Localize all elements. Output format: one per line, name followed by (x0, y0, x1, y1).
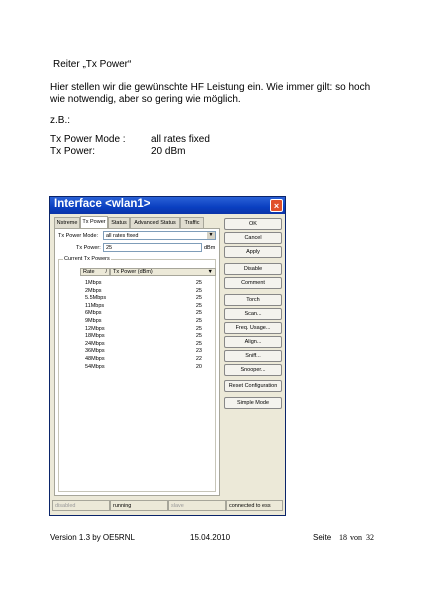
rate-cell: 1Mbps (85, 280, 102, 286)
column-header-tx-power[interactable] (110, 268, 216, 276)
chevron-down-icon: ▼ (207, 269, 213, 275)
tx-power-cell: 25 (195, 333, 202, 340)
freq-usage-button[interactable]: Freq. Usage... (224, 322, 282, 334)
footer-page-word: Seite (313, 533, 332, 542)
rate-cell: 5.5Mbps (85, 295, 107, 302)
tx-power-cell: 25 (195, 310, 202, 317)
table-row[interactable] (80, 310, 210, 317)
table-row[interactable] (80, 303, 210, 310)
tx-power-cell: 25 (195, 287, 202, 294)
rate-cell: 48Mbps (85, 356, 105, 362)
tx-power-cell: 25 (195, 340, 202, 347)
torch-button[interactable]: Torch (224, 294, 282, 306)
rate-cell: 24Mbps (85, 340, 105, 347)
footer-date: 15.04.2010 (190, 533, 231, 542)
reset-configuration-button[interactable]: Reset Configuration (224, 380, 282, 392)
table-row[interactable] (80, 348, 210, 355)
tab-nstreme[interactable]: Nstreme (54, 217, 80, 228)
status-disabled: disabled (52, 500, 110, 511)
current-tx-powers-group (58, 256, 216, 492)
tab-traffic[interactable]: Traffic (180, 217, 204, 228)
rate-cell: 6Mbps (85, 310, 102, 317)
status-slave: slave (168, 500, 226, 511)
ok-button[interactable]: OK (224, 218, 282, 230)
table-row[interactable] (80, 288, 210, 295)
tx-power-mode-select[interactable] (103, 231, 216, 240)
tx-power-input[interactable]: 25 (103, 243, 202, 252)
table-row[interactable] (80, 280, 210, 287)
tx-power-label: Tx Power: (76, 245, 101, 251)
rate-cell: 18Mbps (85, 333, 105, 340)
sniff-button[interactable]: Sniff... (224, 350, 282, 362)
table-row[interactable] (80, 356, 210, 363)
power-key: Tx Power: (50, 146, 96, 157)
tx-power-cell: 22 (195, 356, 202, 362)
tx-power-cell: 20 (195, 363, 202, 370)
rate-cell: 12Mbps (85, 325, 105, 332)
rate-cell: 36Mbps (85, 348, 105, 355)
footer-page-number: 18 (339, 533, 347, 542)
scan-button[interactable]: Scan... (224, 308, 282, 320)
rate-cell: 9Mbps (85, 318, 102, 324)
tx-power-mode-label: Tx Power Mode: (58, 233, 99, 239)
table-row[interactable] (80, 295, 210, 302)
tx-power-cell: 25 (195, 325, 202, 332)
footer-of-word: von (350, 533, 362, 542)
column-header-tx-power-label: Tx Power (dBm) (113, 269, 153, 275)
column-header-rate[interactable] (80, 268, 110, 276)
apply-button[interactable]: Apply (224, 246, 282, 258)
table-row[interactable] (80, 364, 210, 371)
mode-key: Tx Power Mode : (50, 134, 126, 145)
tab-tx-power[interactable]: Tx Power (80, 216, 108, 228)
section-heading: Reiter „Tx Power“ (53, 59, 132, 70)
close-icon[interactable]: × (270, 199, 283, 212)
mode-value: all rates fixed (151, 134, 210, 145)
align-button[interactable]: Align... (224, 336, 282, 348)
tx-power-cell: 25 (195, 318, 202, 324)
footer-page-total: 32 (366, 533, 374, 542)
tx-power-cell: 23 (195, 348, 202, 355)
table-row[interactable] (80, 333, 210, 340)
rate-cell: 54Mbps (85, 363, 105, 370)
example-label: z.B.: (50, 115, 71, 126)
tx-power-cell: 25 (195, 295, 202, 302)
sort-icon: / (105, 269, 107, 275)
disable-button[interactable]: Disable (224, 263, 282, 275)
tx-power-cell: 25 (195, 280, 202, 286)
table-row[interactable] (80, 326, 210, 333)
group-title: Current Tx Powers (64, 256, 110, 262)
status-connection: connected to ess (226, 500, 283, 511)
table-row[interactable] (80, 318, 210, 325)
window-title: Interface <wlan1> (54, 198, 151, 210)
body-line-1: Hier stellen wir die gewünschte HF Leistung ein. Wie immer gilt: so hoch (50, 82, 371, 93)
status-bar (52, 500, 283, 511)
tx-power-unit: dBm (204, 245, 216, 251)
status-running: running (110, 500, 168, 511)
tx-power-mode-value: all rates fixed (106, 233, 139, 239)
tx-power-cell: 25 (195, 302, 202, 309)
tab-advanced-status[interactable]: Advanced Status (130, 217, 180, 228)
tab-status[interactable]: Status (108, 217, 130, 228)
footer-version: Version 1.3 by OE5RNL (50, 533, 135, 542)
power-value: 20 dBm (151, 146, 186, 157)
tx-power-panel (54, 228, 220, 496)
comment-button[interactable]: Comment (224, 277, 282, 289)
cancel-button[interactable]: Cancel (224, 232, 282, 244)
column-header-rate-label: Rate (83, 269, 95, 275)
title-bar[interactable] (50, 197, 285, 214)
rate-cell: 11Mbps (85, 302, 105, 309)
simple-mode-button[interactable]: Simple Mode (224, 397, 282, 409)
body-line-2: wie notwendig, aber so gering wie möglich. (50, 94, 241, 105)
snooper-button[interactable]: Snooper... (224, 364, 282, 376)
chevron-down-icon[interactable]: ▼ (208, 232, 214, 238)
interface-window (49, 196, 286, 516)
rate-cell: 2Mbps (85, 287, 102, 294)
table-row[interactable] (80, 341, 210, 348)
